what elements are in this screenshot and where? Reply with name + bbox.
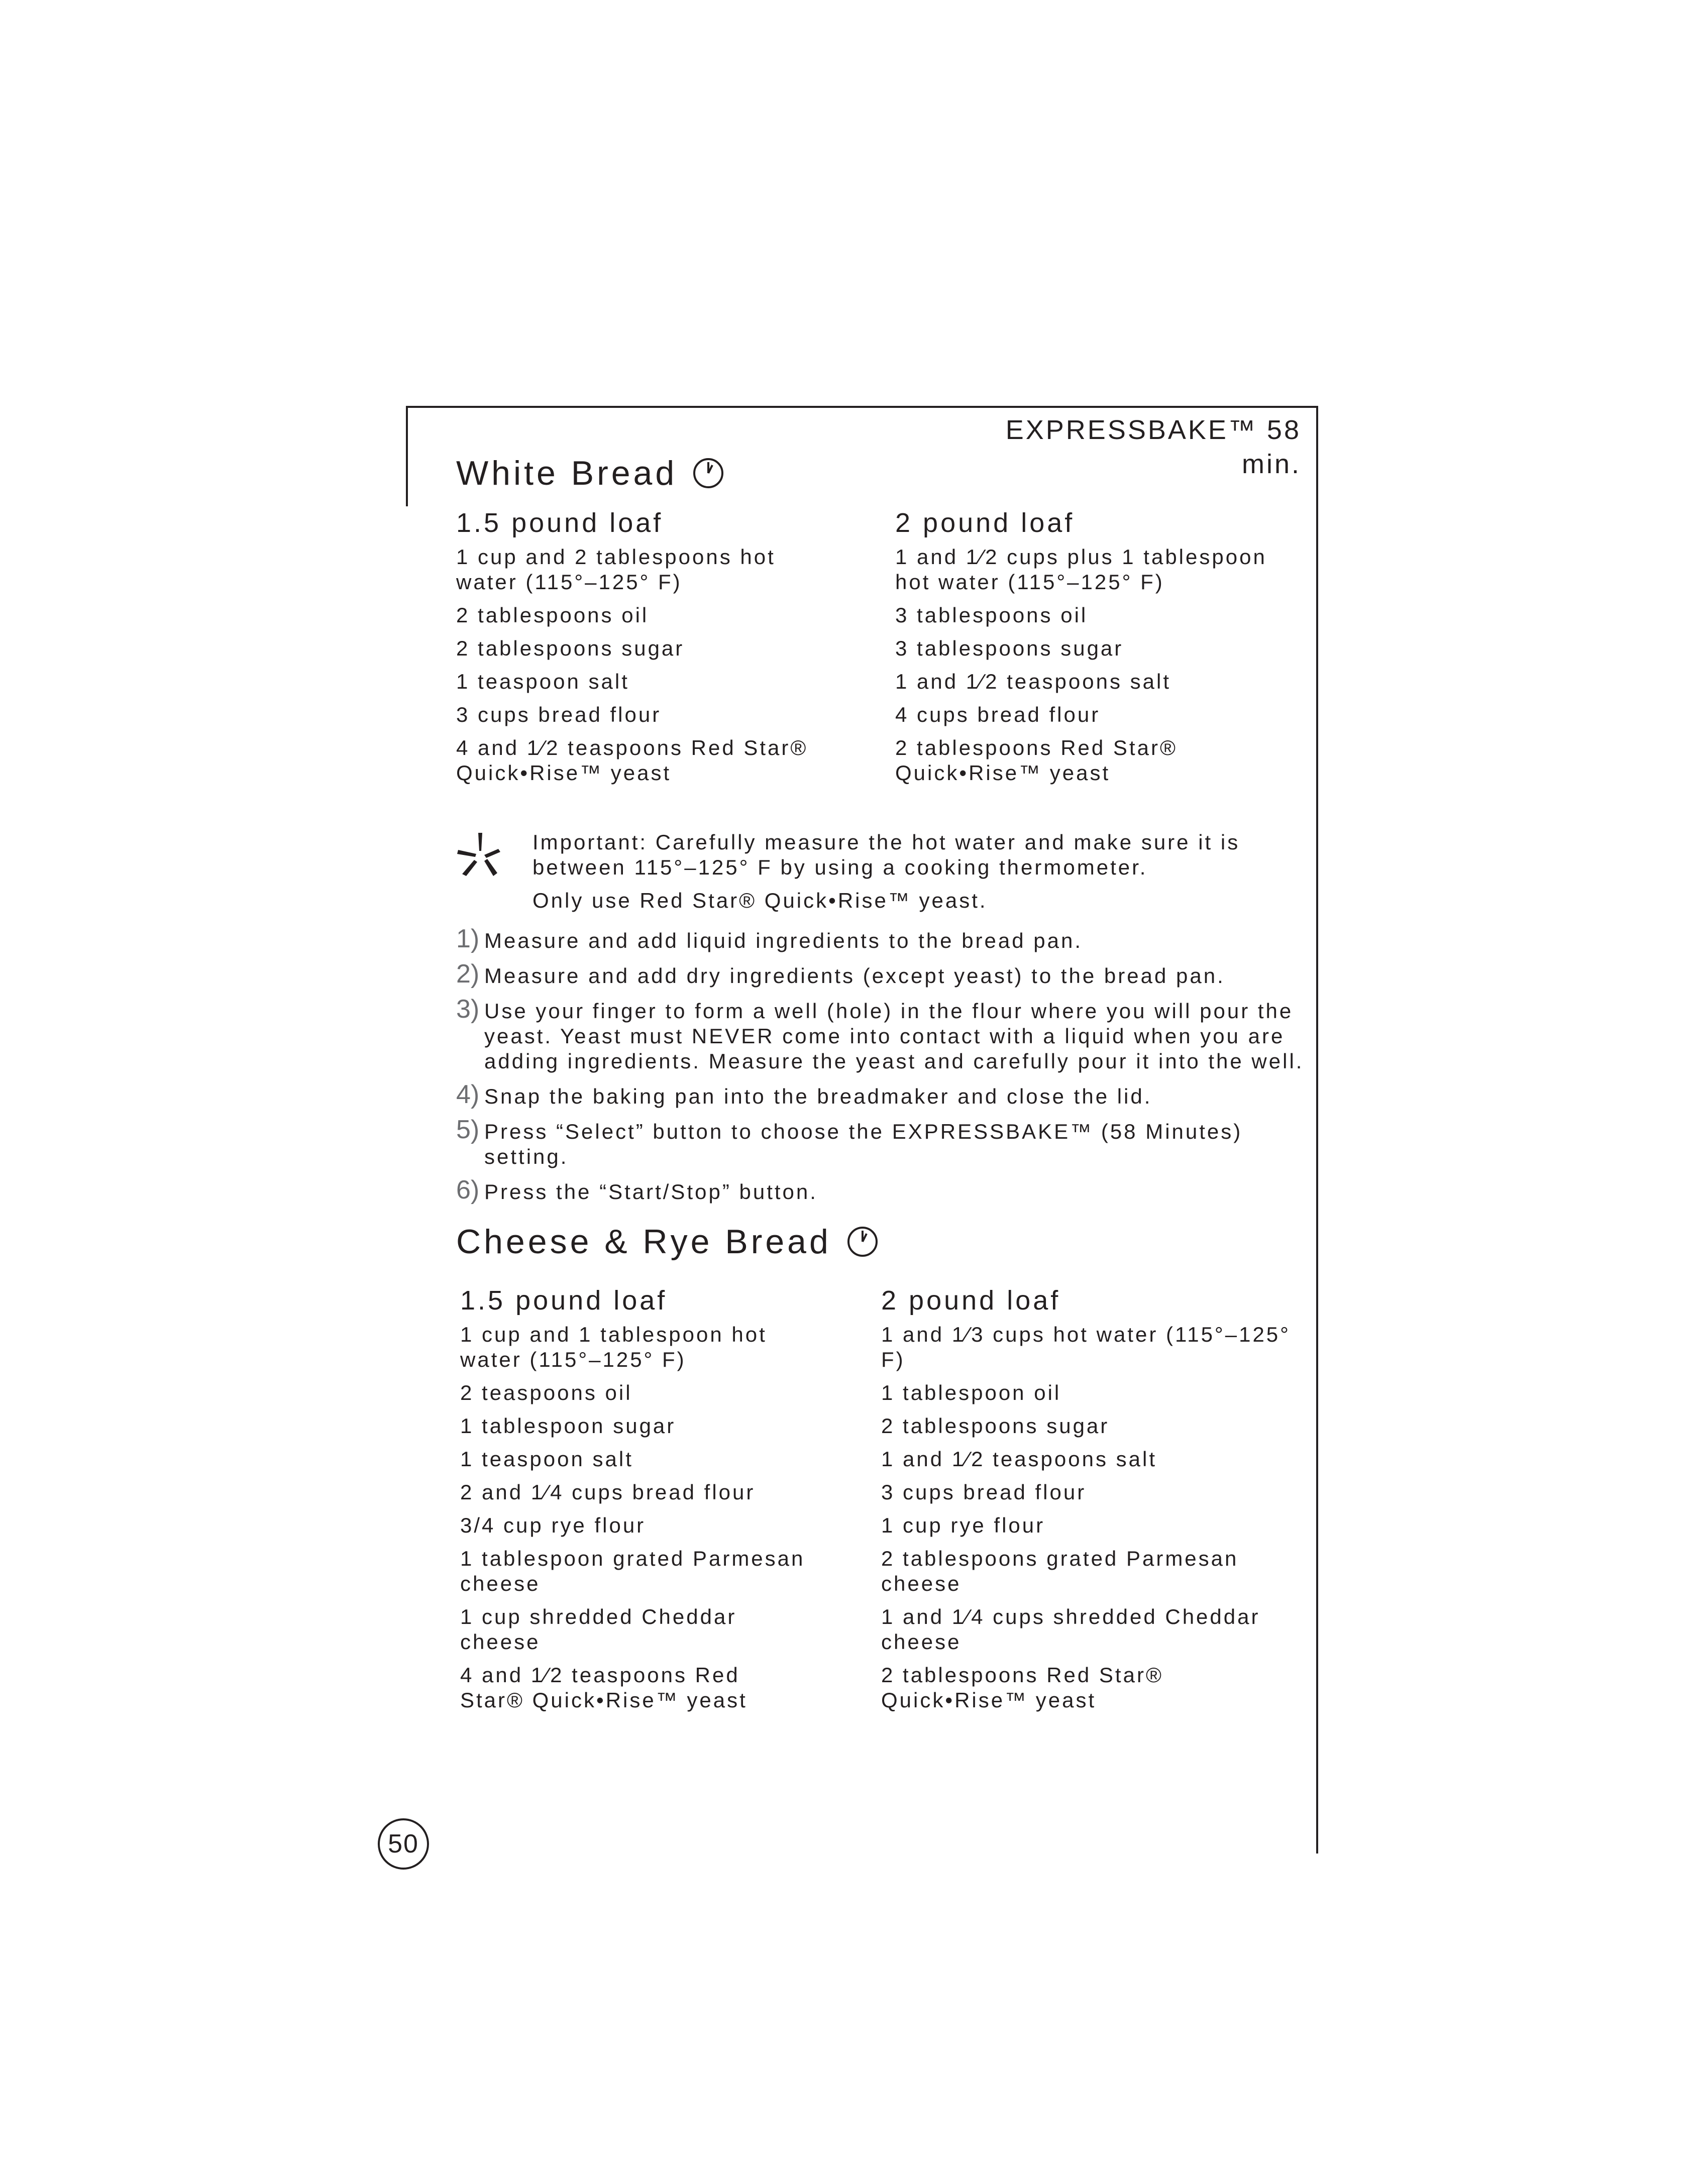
ingredient: 3 cups bread flour bbox=[881, 1480, 1087, 1504]
program-label: EXPRESSBAKE™ 58 min. bbox=[1005, 415, 1301, 479]
loaf-size-heading: 1.5 pound loaf bbox=[456, 508, 664, 538]
ingredient: 1 cup and 2 tablespoons hot water (115°–125° F) bbox=[456, 545, 776, 594]
step-text: Use your finger to form a well (hole) in the flour where you will pour the yeast. Yeast must NEVER come into contact with a liquid when you are adding ingredients. Measure the yeast and carefully pour it into the well. bbox=[484, 999, 1304, 1073]
instructions-list bbox=[456, 924, 1305, 1215]
step-text: Press the “Start/Stop” button. bbox=[484, 1180, 818, 1204]
loaf-size-heading: 1.5 pound loaf bbox=[460, 1285, 668, 1316]
ingredient: 2 tablespoons grated Parmesan cheese bbox=[881, 1547, 1239, 1595]
timer-icon bbox=[846, 1226, 879, 1258]
ingredient: 3 cups bread flour bbox=[456, 703, 662, 726]
instruction-step bbox=[456, 959, 1305, 989]
ingredient: 2 teaspoons oil bbox=[460, 1381, 632, 1404]
ingredient: 1 and 1⁄2 cups plus 1 tablespoon hot water (115°–125° F) bbox=[895, 545, 1267, 594]
white-bread-title: White Bread bbox=[456, 454, 678, 492]
frame-top-rule bbox=[406, 406, 1318, 408]
ingredient: 2 tablespoons Red Star® Quick•Rise™ yeast bbox=[881, 1663, 1163, 1712]
ingredient: 2 tablespoons Red Star® Quick•Rise™ yeast bbox=[895, 736, 1178, 785]
ingredient: 4 and 1⁄2 teaspoons Red Star® Quick•Rise™ yeast bbox=[456, 736, 808, 785]
frame-right-rule bbox=[1316, 406, 1318, 1854]
white-bread-col-2-lb bbox=[895, 506, 1297, 794]
instruction-step bbox=[456, 995, 1305, 1074]
note-line: Important: Carefully measure the hot water and make sure it is between 115°–125° F by using a cooking thermometer. bbox=[532, 830, 1240, 879]
ingredient: 3/4 cup rye flour bbox=[460, 1513, 646, 1537]
ingredient: 1 cup and 1 tablespoon hot water (115°–125° F) bbox=[460, 1323, 767, 1371]
ingredient: 1 tablespoon grated Parmesan cheese bbox=[460, 1547, 805, 1595]
white-bread-title-row bbox=[456, 452, 724, 494]
ingredient: 1 and 1⁄3 cups hot water (115°–125° F) bbox=[881, 1323, 1291, 1371]
ingredient: 2 tablespoons sugar bbox=[881, 1414, 1110, 1438]
cheese-rye-title-row bbox=[456, 1221, 879, 1263]
ingredient: 1 cup rye flour bbox=[881, 1513, 1045, 1537]
white-bread-col-1-5-lb bbox=[456, 506, 838, 794]
step-text: Snap the baking pan into the breadmaker and close the lid. bbox=[484, 1084, 1152, 1108]
loaf-size-heading: 2 pound loaf bbox=[895, 508, 1075, 538]
loaf-size-heading: 2 pound loaf bbox=[881, 1285, 1061, 1316]
asterisk-icon bbox=[456, 830, 502, 880]
cheese-rye-title: Cheese & Rye Bread bbox=[456, 1223, 831, 1261]
step-number: 6) bbox=[456, 1175, 480, 1205]
step-number: 4) bbox=[456, 1080, 480, 1109]
ingredient: 1 teaspoon salt bbox=[460, 1447, 633, 1471]
cheese-rye-col-2-lb bbox=[881, 1284, 1293, 1721]
ingredient: 1 and 1⁄4 cups shredded Cheddar cheese bbox=[881, 1605, 1260, 1654]
ingredient: 2 tablespoons oil bbox=[456, 603, 649, 627]
instruction-step bbox=[456, 924, 1305, 953]
ingredient: 2 tablespoons sugar bbox=[456, 636, 685, 660]
ingredient: 1 tablespoon oil bbox=[881, 1381, 1061, 1404]
note-line: Only use Red Star® Quick•Rise™ yeast. bbox=[532, 889, 988, 912]
step-number: 2) bbox=[456, 959, 480, 989]
step-text: Measure and add liquid ingredients to the bread pan. bbox=[484, 929, 1083, 952]
ingredient: 2 and 1⁄4 cups bread flour bbox=[460, 1480, 756, 1504]
ingredient: 1 teaspoon salt bbox=[456, 670, 629, 693]
ingredient: 4 cups bread flour bbox=[895, 703, 1101, 726]
cheese-rye-col-1-5-lb bbox=[460, 1284, 812, 1721]
ingredient: 3 tablespoons oil bbox=[895, 603, 1088, 627]
ingredient: 1 and 1⁄2 teaspoons salt bbox=[895, 670, 1171, 693]
step-number: 3) bbox=[456, 995, 480, 1024]
step-text: Measure and add dry ingredients (except yeast) to the bread pan. bbox=[484, 964, 1225, 988]
instruction-step bbox=[456, 1115, 1305, 1169]
instruction-step bbox=[456, 1080, 1305, 1109]
timer-icon bbox=[692, 457, 724, 489]
step-text: Press “Select” button to choose the EXPRESSBAKE™ (58 Minutes) setting. bbox=[484, 1120, 1243, 1168]
step-number: 5) bbox=[456, 1115, 480, 1144]
ingredient: 1 tablespoon sugar bbox=[460, 1414, 676, 1438]
ingredient: 1 and 1⁄2 teaspoons salt bbox=[881, 1447, 1157, 1471]
instruction-step bbox=[456, 1175, 1305, 1205]
step-number: 1) bbox=[456, 924, 480, 953]
page-number: 50 bbox=[378, 1818, 429, 1870]
ingredient: 1 cup shredded Cheddar cheese bbox=[460, 1605, 737, 1654]
ingredient: 4 and 1⁄2 teaspoons Red Star® Quick•Rise™ yeast bbox=[460, 1663, 748, 1712]
ingredient: 3 tablespoons sugar bbox=[895, 636, 1124, 660]
frame-left-rule bbox=[406, 406, 408, 506]
